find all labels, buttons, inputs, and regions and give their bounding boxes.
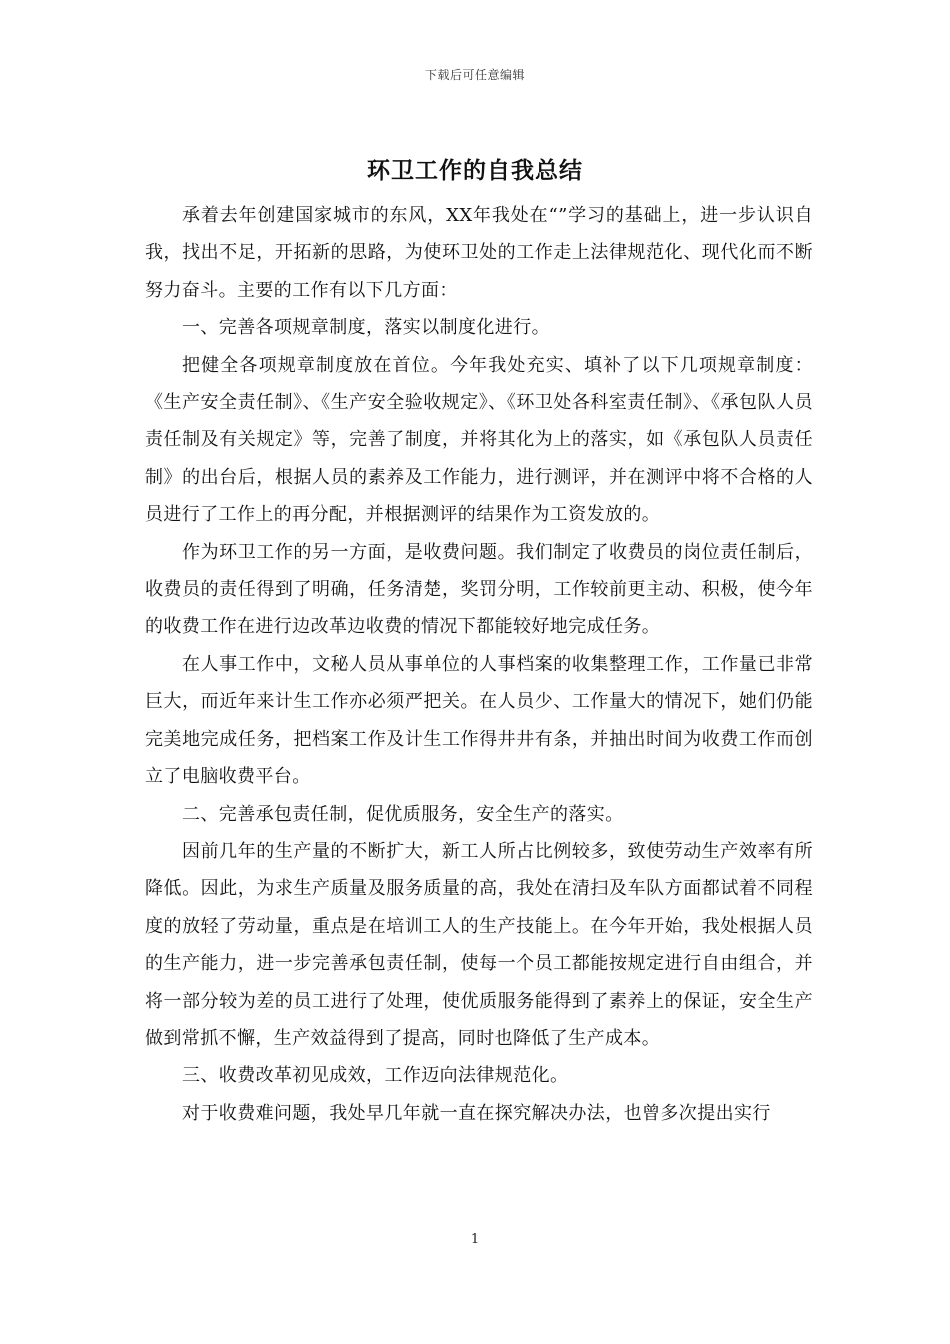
page-number: 1	[470, 1232, 480, 1247]
paragraph-regulations: 把健全各项规章制度放在首位。今年我处充实、填补了以下几项规章制度：《生产安全责任制》、《生产安全验收规定》、《环卫处各科室责任制》、《承包队人员责任制及有关规定》等，完善了制度，并将其化为上的落实，如《承包队人员责任制》的出台后，根据人员的素养及工作能力，进行测评，并在测评中将不合格的人员进行了工作上的再分配，并根据测评的结果作为工资发放的。	[145, 354, 813, 526]
paragraph-intro: 承着去年创建国家城市的东风，XX年我处在“”学习的基础上，进一步认识自我，找出不足，开拓新的思路，为使环卫处的工作走上法律规范化、现代化而不断努力奋斗。主要的工作有以下几方面：	[145, 205, 813, 301]
section-heading-1: 一、完善各项规章制度，落实以制度化进行。	[182, 317, 550, 339]
section-heading-2: 二、完善承包责任制，促优质服务，安全生产的落实。	[182, 803, 624, 825]
paragraph-personnel: 在人事工作中，文秘人员从事单位的人事档案的收集整理工作，工作量已非常巨大，而近年来计生工作亦必须严把关。在人员少、工作量大的情况下，她们仍能完美地完成任务，把档案工作及计生工作得井井有条，并抽出时间为收费工作而创立了电脑收费平台。	[145, 653, 813, 788]
document-body	[145, 197, 813, 1132]
paragraph-fees: 作为环卫工作的另一方面，是收费问题。我们制定了收费员的岗位责任制后，收费员的责任得到了明确，任务清楚，奖罚分明，工作较前更主动、积极，使今年的收费工作在进行边改革边收费的情况下都能较好地完成任务。	[145, 541, 813, 638]
paragraph-fee-reform: 对于收费难问题，我处早几年就一直在探究解决办法，也曾多次提出实行	[182, 1102, 771, 1124]
document-title: 环卫工作的自我总结	[367, 158, 583, 184]
section-heading-3: 三、收费改革初见成效，工作迈向法律规范化。	[182, 1065, 569, 1087]
header-note: 下载后可任意编辑	[424, 68, 525, 82]
paragraph-contract: 因前几年的生产量的不断扩大，新工人所占比例较多，致使劳动生产效率有所降低。因此，为求生产质量及服务质量的高，我处在清扫及车队方面都试着不同程度的放轻了劳动量，重点是在培训工人的生产技能上。在今年开始，我处根据人员的生产能力，进一步完善承包责任制，使每一个员工都能按规定进行自由组合，并将一部分较为差的员工进行了处理，使优质服务能得到了素养上的保证，安全生产做到常抓不懈，生产效益得到了提高，同时也降低了生产成本。	[145, 840, 813, 1049]
